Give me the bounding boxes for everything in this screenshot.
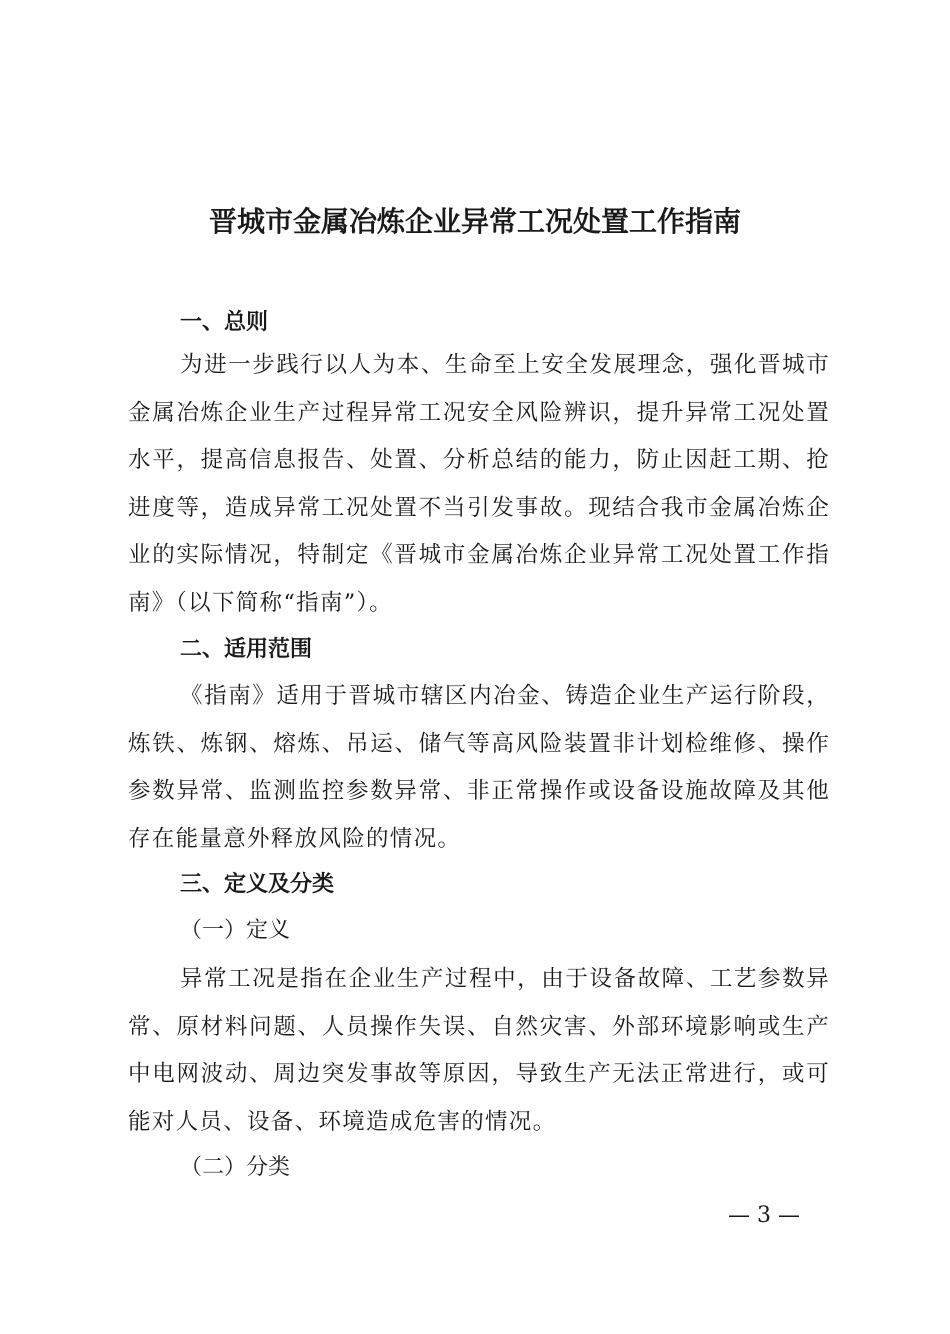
document-title: 晋城市金属冶炼企业异常工况处置工作指南 <box>208 205 741 238</box>
section-heading-definition: 三、定义及分类 <box>180 871 335 897</box>
paragraph-definition-text: 异常工况是指在企业生产过程中，由于设备故障、工艺参数异常、原材料问题、人员操作失误、自然灾害、外部环境影响或生产中电网波动、周边突发事故等原因，导致生产无法正常进行，或可能对人员、设备、环境造成危害的情况。 <box>128 966 830 1135</box>
paragraph-general <box>128 342 830 627</box>
section-heading-general: 一、总则 <box>180 309 269 335</box>
sub-heading-definition: （一）定义 <box>180 918 291 943</box>
page-number: — 3 — <box>728 1203 800 1228</box>
paragraph-definition <box>128 956 830 1146</box>
paragraph-scope-text: 《指南》适用于晋城市辖区内冶金、铸造企业生产运行阶段，炼铁、炼钢、熔炼、吊运、储气等高风险装置非计划检维修、操作参数异常、监测监控参数异常、非正常操作或设备设施故障及其他存在能量意外释放风险的情况。 <box>128 683 830 852</box>
sub-heading-classification: （二）分类 <box>180 1155 291 1180</box>
paragraph-general-text: 为进一步践行以人为本、生命至上安全发展理念，强化晋城市金属冶炼企业生产过程异常工况安全风险辨识，提升异常工况处置水平，提高信息报告、处置、分析总结的能力，防止因赶工期、抢进度等，造成异常工况处置不当引发事故。现结合我市金属冶炼企业的实际情况，特制定《晋城市金属冶炼企业异常工况处置工作指南》（以下简称“指南”）。 <box>128 352 830 616</box>
section-heading-scope: 二、适用范围 <box>180 636 313 662</box>
paragraph-scope <box>128 673 830 863</box>
